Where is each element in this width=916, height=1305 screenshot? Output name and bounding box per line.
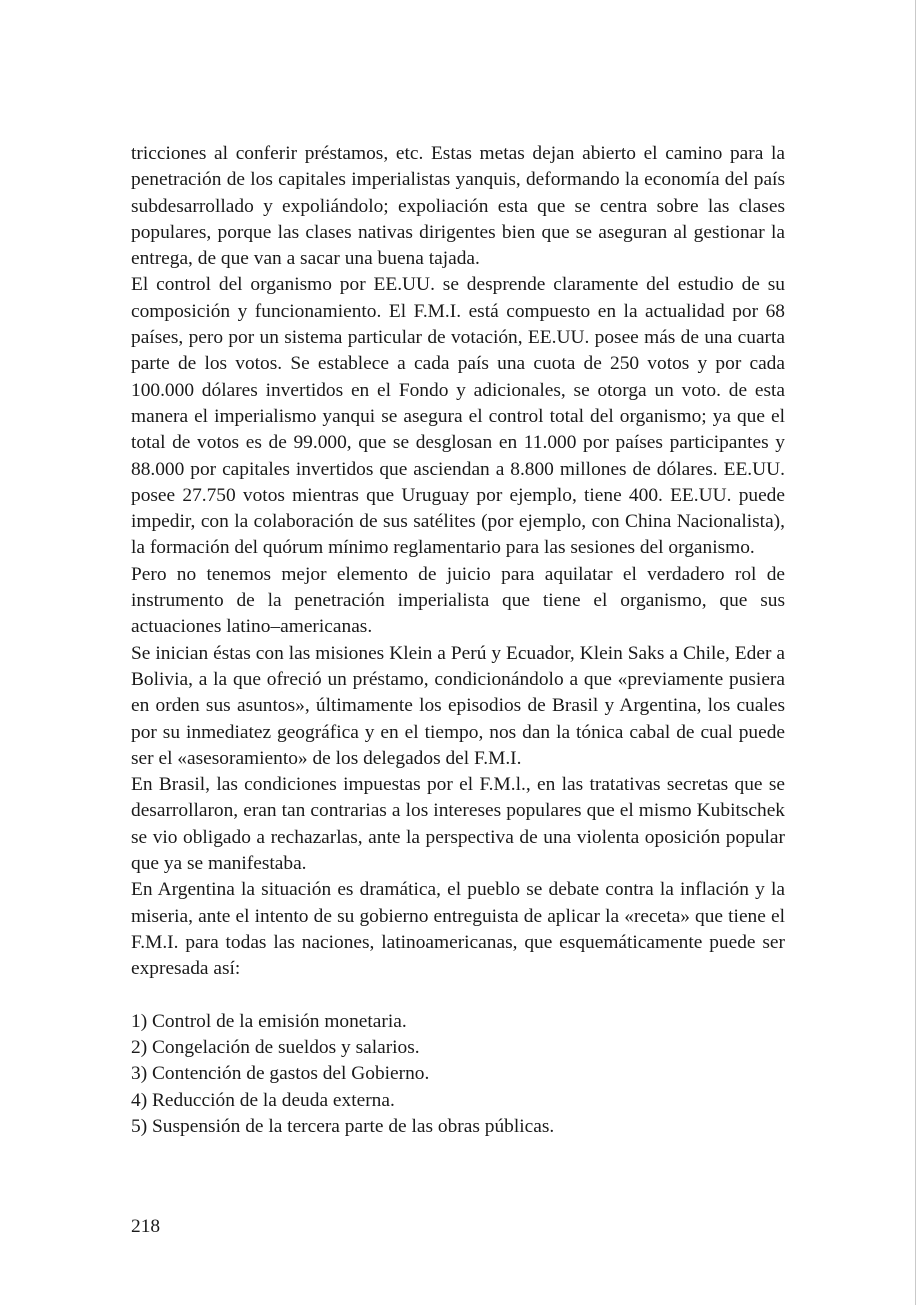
paragraph-argentina: En Argentina la situación es dramática, el pueblo se debate contra la inflación y la miseria, ante el intento de su gobierno entreguista de aplicar la «receta» que tiene el F.M.I. para todas las naciones, latinoamericanas, que esquemáticamente puede ser expresada así:: [131, 879, 785, 980]
paragraph-missions: Se inician éstas con las misiones Klein a Perú y Ecuador, Klein Saks a Chile, Eder a Bolivia, a la que ofreció un préstamo, condicionándolo a que «previamente pusiera en orden sus asuntos», últimamente los episodios de Brasil y Argentina, los cuales por su inmediatez geográfica y en el tiempo, nos dan la tónica cabal de cual puede ser el «asesoramiento» de los delegados del F.M.I.: [131, 642, 785, 769]
body-text: [131, 141, 785, 1140]
list-item: 5) Suspensión de la tercera parte de las obras públicas.: [131, 1115, 555, 1137]
recipe-list: [131, 1009, 785, 1140]
list-item: 3) Contención de gastos del Gobierno.: [131, 1063, 430, 1085]
list-item: 2) Congelación de sueldos y salarios.: [131, 1037, 420, 1059]
paragraph-brasil: En Brasil, las condiciones impuestas por el F.M.l., en las tratativas secretas que se desarrollaron, eran tan contrarias a los intereses populares que el mismo Kubitschek se vio obligado a rechazarlas, ante la perspectiva de una violenta oposición popular que ya se manifestaba.: [131, 774, 785, 875]
paragraph-judgment: Pero no tenemos mejor elemento de juicio para aquilatar el verdadero rol de instrumento de la penetración imperialista que tiene el organismo, que sus actuaciones latino–americanas.: [131, 563, 785, 638]
page-number: 218: [131, 1216, 161, 1237]
paragraph-continuation: tricciones al conferir préstamos, etc. Estas metas dejan abierto el camino para la penetración de los capitales imperialistas yanquis, deformando la economía del país subdesarrollado y expoliándolo; expoliación esta que se centra sobre las clases populares, porque las clases nativas dirigentes bien que se aseguran al gestionar la entrega, de que van a sacar una buena tajada.: [131, 143, 785, 270]
list-item: 4) Reducción de la deuda externa.: [131, 1089, 395, 1111]
list-item: 1) Control de la emisión monetaria.: [131, 1010, 407, 1032]
paragraph-imf-control: El control del organismo por EE.UU. se desprende claramente del estudio de su composición y funcionamiento. El F.M.I. está compuesto en la actualidad por 68 países, pero por un sistema particular de votación, EE.UU. posee más de una cuarta parte de los votos. Se establece a cada país una cuota de 250 votos y por cada 100.000 dólares invertidos en el Fondo y adicionales, se otorga un voto. de esta manera el imperialismo yanqui se asegura el control total del organismo; ya que el total de votos es de 99.000, que se desglosan en 11.000 por países participantes y 88.000 por capitales invertidos que asciendan a 8.800 millones de dólares. EE.UU. posee 27.750 votos mientras que Uruguay por ejemplo, tiene 400. EE.UU. puede impedir, con la colaboración de sus satélites (por ejemplo, con China Nacionalista), la formación del quórum mínimo reglamentario para las sesiones del organismo.: [131, 274, 785, 559]
